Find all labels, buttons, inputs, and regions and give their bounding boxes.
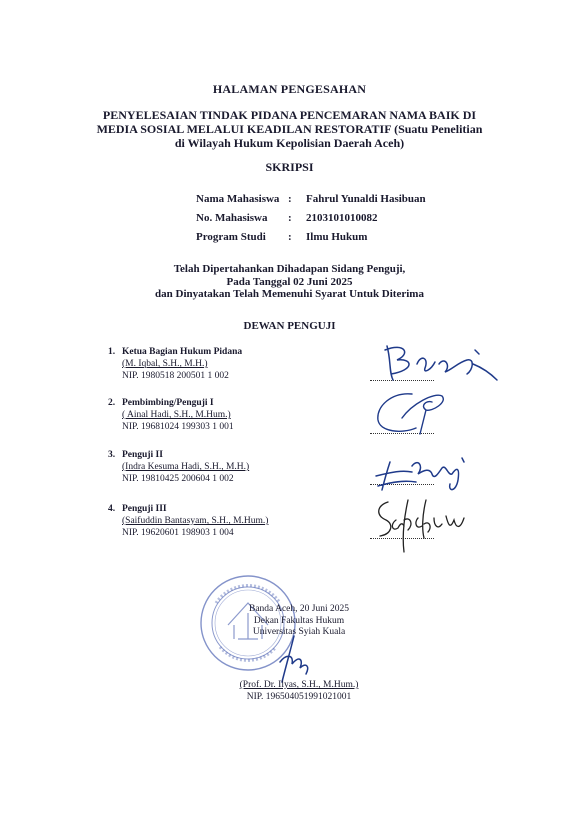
- examiner-name: (Saifuddin Bantasyam, S.H., M.Hum.): [122, 516, 269, 526]
- student-name-row: [196, 193, 426, 212]
- examiner-number: 1.: [108, 347, 116, 357]
- examiner-role: Ketua Bagian Hukum Pidana: [122, 347, 243, 357]
- board-title: DEWAN PENGUJI: [243, 320, 336, 332]
- program-name: Ilmu Hukum: [306, 231, 368, 243]
- dean-name: (Prof. Dr. Ilyas, S.H., M.Hum.): [239, 680, 359, 690]
- title-line-2: MEDIA SOSIAL MELALUI KEADILAN RESTORATIF (Suatu Penelitian: [96, 122, 483, 136]
- examiner-nip: NIP. 1980518 200501 1 002: [122, 371, 229, 381]
- examiner-role: Pembimbing/Penguji I: [122, 398, 214, 408]
- document-type: SKRIPSI: [265, 160, 314, 174]
- colon: :: [288, 212, 292, 224]
- examiner-nip: NIP. 19810425 200604 1 002: [122, 474, 234, 484]
- student-info: [196, 193, 426, 250]
- defense-line-3: dan Dinyatakan Telah Memenuhi Syarat Untuk Diterima: [155, 288, 424, 300]
- examiner-number: 2.: [108, 398, 116, 408]
- defense-line-2: Pada Tanggal 02 Juni 2025: [226, 275, 353, 288]
- examiner-name: (M. Iqbal, S.H., M.H.): [122, 359, 208, 369]
- student-name: Fahrul Yunaldi Hasibuan: [306, 193, 426, 205]
- examiner-nip: NIP. 19620601 198903 1 004: [122, 528, 234, 538]
- examiner-number: 3.: [108, 450, 116, 460]
- signature-examiner-2: [372, 388, 452, 438]
- signature-examiner-4: [368, 494, 478, 556]
- defense-statement: [0, 263, 579, 301]
- examiner-role: Penguji II: [122, 450, 163, 460]
- colon: :: [288, 193, 292, 205]
- student-id-row: [196, 212, 426, 231]
- examiner-number: 4.: [108, 504, 116, 514]
- program-label: Program Studi: [196, 231, 266, 243]
- university-name: Universitas Syiah Kuala: [252, 627, 346, 637]
- examiner-name: (Indra Kesuma Hadi, S.H., M.H.): [122, 462, 250, 472]
- signature-examiner-3: [372, 452, 482, 494]
- student-name-label: Nama Mahasiswa: [196, 193, 280, 205]
- place-date: Banda Aceh, 20 Juni 2025: [248, 604, 349, 614]
- dean-position: Dekan Fakultas Hukum: [253, 615, 345, 626]
- dean-identity: [228, 680, 370, 703]
- student-id: 2103101010082: [306, 212, 378, 224]
- program-row: [196, 231, 426, 250]
- colon: :: [288, 231, 292, 243]
- dean-nip: NIP. 196504051991021001: [246, 691, 352, 702]
- thesis-title: [0, 108, 579, 150]
- signature-examiner-1: [375, 340, 500, 385]
- title-line-3: di Wilayah Hukum Kepolisian Daerah Aceh): [174, 136, 405, 150]
- examiner-name: ( Ainal Hadi, S.H., M.Hum.): [122, 410, 231, 420]
- examiner-role: Penguji III: [122, 504, 167, 514]
- title-line-1: PENYELESAIAN TINDAK PIDANA PENCEMARAN NAMA BAIK DI: [102, 108, 477, 122]
- examiner-nip: NIP. 19681024 199303 1 001: [122, 422, 234, 432]
- student-id-label: No. Mahasiswa: [196, 212, 268, 224]
- page-header: HALAMAN PENGESAHAN: [212, 82, 367, 96]
- defense-line-1: Telah Dipertahankan Dihadapan Sidang Penguji,: [173, 263, 406, 275]
